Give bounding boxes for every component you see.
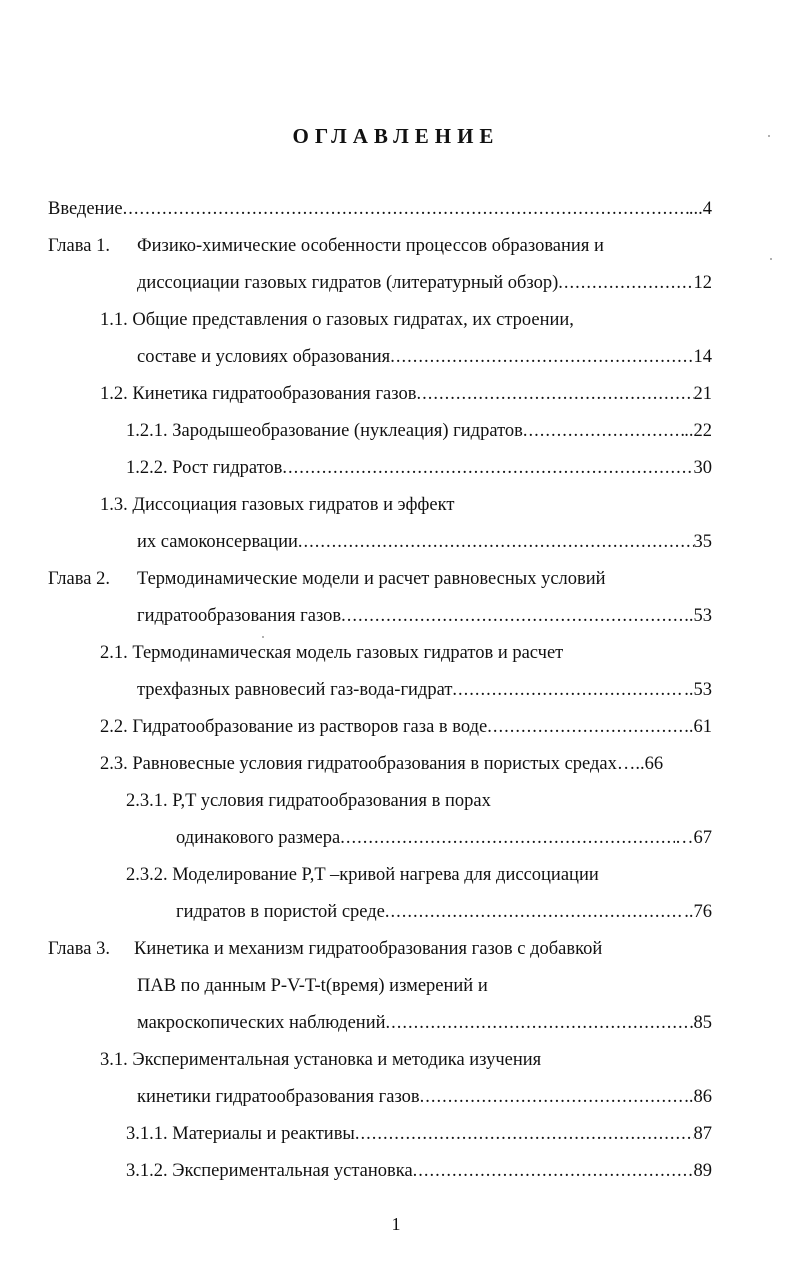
leader-dots bbox=[355, 1122, 694, 1146]
entry-page: ..22 bbox=[684, 421, 712, 441]
entry-text: 1.2.2. Рост гидратов bbox=[126, 458, 283, 478]
entry-text: 2.1. Термодинамическая модель газовых гидратов и расчет bbox=[100, 643, 564, 663]
toc-entry bbox=[48, 197, 712, 221]
entry-page: 35 bbox=[693, 532, 712, 552]
chapter-label: Глава 2. bbox=[48, 569, 110, 589]
entry-text: 3.1. Экспериментальная установка и методика изучения bbox=[100, 1050, 542, 1070]
leader-dots bbox=[413, 1159, 694, 1183]
toc-entry bbox=[100, 752, 712, 776]
chapter-label: Глава 3. bbox=[48, 939, 110, 959]
toc-entry bbox=[176, 900, 712, 924]
entry-text: диссоциации газовых гидратов (литературный обзор) bbox=[137, 273, 559, 293]
toc-entry bbox=[126, 789, 712, 813]
toc-entry bbox=[137, 604, 712, 628]
entry-page: …..66 bbox=[616, 754, 664, 774]
toc-entry bbox=[126, 1122, 712, 1146]
leader-dots bbox=[523, 419, 684, 443]
leader-dots bbox=[390, 345, 693, 369]
entry-text: ПАВ по данным P-V-T-t(время) измерений и bbox=[137, 976, 488, 996]
scan-speck bbox=[768, 135, 770, 137]
toc-entry bbox=[137, 678, 712, 702]
entry-page: 85 bbox=[693, 1013, 712, 1033]
entry-page: ..86 bbox=[684, 1087, 712, 1107]
entry-text: гидратов в пористой среде bbox=[176, 902, 385, 922]
leader-dots bbox=[341, 604, 684, 628]
entry-text: Кинетика и механизм гидратообразования газов с добавкой bbox=[134, 939, 603, 959]
entry-page: 12 bbox=[693, 273, 712, 293]
entry-text: 3.1.2. Экспериментальная установка bbox=[126, 1161, 413, 1181]
leader-dots bbox=[452, 678, 684, 702]
toc-entry bbox=[134, 937, 712, 961]
leader-dots bbox=[416, 382, 693, 406]
leader-dots bbox=[298, 530, 694, 554]
toc-entry bbox=[137, 1011, 712, 1035]
scan-speck bbox=[770, 258, 772, 260]
entry-text: 2.3. Равновесные условия гидратообразования в пористых средах bbox=[100, 754, 617, 774]
toc-entry bbox=[176, 826, 712, 850]
leader-dots bbox=[558, 271, 693, 295]
toc-entry bbox=[137, 974, 712, 998]
entry-text: 1.2. Кинетика гидратообразования газов bbox=[100, 384, 417, 404]
toc-entry bbox=[100, 1048, 712, 1072]
toc-entry bbox=[126, 456, 712, 480]
entry-text: одинакового размера bbox=[176, 828, 341, 848]
leader-dots bbox=[386, 1011, 694, 1035]
entry-text: 3.1.1. Материалы и реактивы bbox=[126, 1124, 355, 1144]
chapter-label: Глава 1. bbox=[48, 236, 110, 256]
toc-entry bbox=[137, 234, 712, 258]
entry-page: …67 bbox=[675, 828, 712, 848]
page-number: 1 bbox=[391, 1214, 401, 1234]
leader-dots bbox=[385, 900, 684, 924]
toc-entry bbox=[126, 1159, 712, 1183]
entry-text: кинетики гидратообразования газов bbox=[137, 1087, 420, 1107]
entry-page: 14 bbox=[693, 347, 712, 367]
entry-text: 2.3.2. Моделирование P,T –кривой нагрева для диссоциации bbox=[126, 865, 599, 885]
toc-entry bbox=[100, 641, 712, 665]
toc-entry bbox=[137, 530, 712, 554]
entry-text: 1.2.1. Зародышеобразование (нуклеация) гидратов bbox=[126, 421, 523, 441]
leader-dots bbox=[487, 715, 684, 739]
leader-dots bbox=[340, 826, 675, 850]
toc-entry bbox=[100, 382, 712, 406]
scan-speck bbox=[262, 636, 264, 638]
entry-text: Физико-химические особенности процессов образования и bbox=[137, 236, 604, 256]
entry-text: 1.3. Диссоциация газовых гидратов и эффект bbox=[100, 495, 455, 515]
entry-page: ...4 bbox=[688, 199, 712, 219]
toc-entry bbox=[137, 567, 712, 591]
entry-page: ..53 bbox=[684, 606, 712, 626]
leader-dots bbox=[123, 197, 689, 221]
entry-text: 2.2. Гидратообразование из растворов газа в воде bbox=[100, 717, 488, 737]
toc-entry bbox=[100, 493, 712, 517]
toc-entry bbox=[100, 308, 712, 332]
leader-dots bbox=[420, 1085, 685, 1109]
entry-text: Термодинамические модели и расчет равновесных условий bbox=[137, 569, 606, 589]
entry-text: составе и условиях образования bbox=[137, 347, 391, 367]
toc-entry bbox=[126, 863, 712, 887]
toc-entry bbox=[100, 715, 712, 739]
entry-text: Введение bbox=[48, 199, 123, 219]
entry-text: трехфазных равновесий газ-вода-гидрат bbox=[137, 680, 453, 700]
entry-text: гидратообразования газов bbox=[137, 606, 342, 626]
entry-page: 30 bbox=[693, 458, 712, 478]
entry-page: ..76 bbox=[684, 902, 712, 922]
entry-page: 89 bbox=[693, 1161, 712, 1181]
entry-page: ..61 bbox=[684, 717, 712, 737]
entry-page: ..53 bbox=[684, 680, 712, 700]
toc-entry bbox=[137, 345, 712, 369]
leader-dots bbox=[282, 456, 693, 480]
entry-text: макроскопических наблюдений bbox=[137, 1013, 386, 1033]
toc-entry bbox=[126, 419, 712, 443]
toc-entry bbox=[137, 1085, 712, 1109]
entry-page: 21 bbox=[693, 384, 712, 404]
entry-text: их самоконсервации bbox=[137, 532, 298, 552]
entry-text: 2.3.1. P,T условия гидратообразования в порах bbox=[126, 791, 491, 811]
toc-title: ОГЛАВЛЕНИЕ bbox=[292, 124, 500, 148]
entry-page: 87 bbox=[693, 1124, 712, 1144]
toc-entry bbox=[137, 271, 712, 295]
entry-text: 1.1. Общие представления о газовых гидратах, их строении, bbox=[100, 310, 574, 330]
